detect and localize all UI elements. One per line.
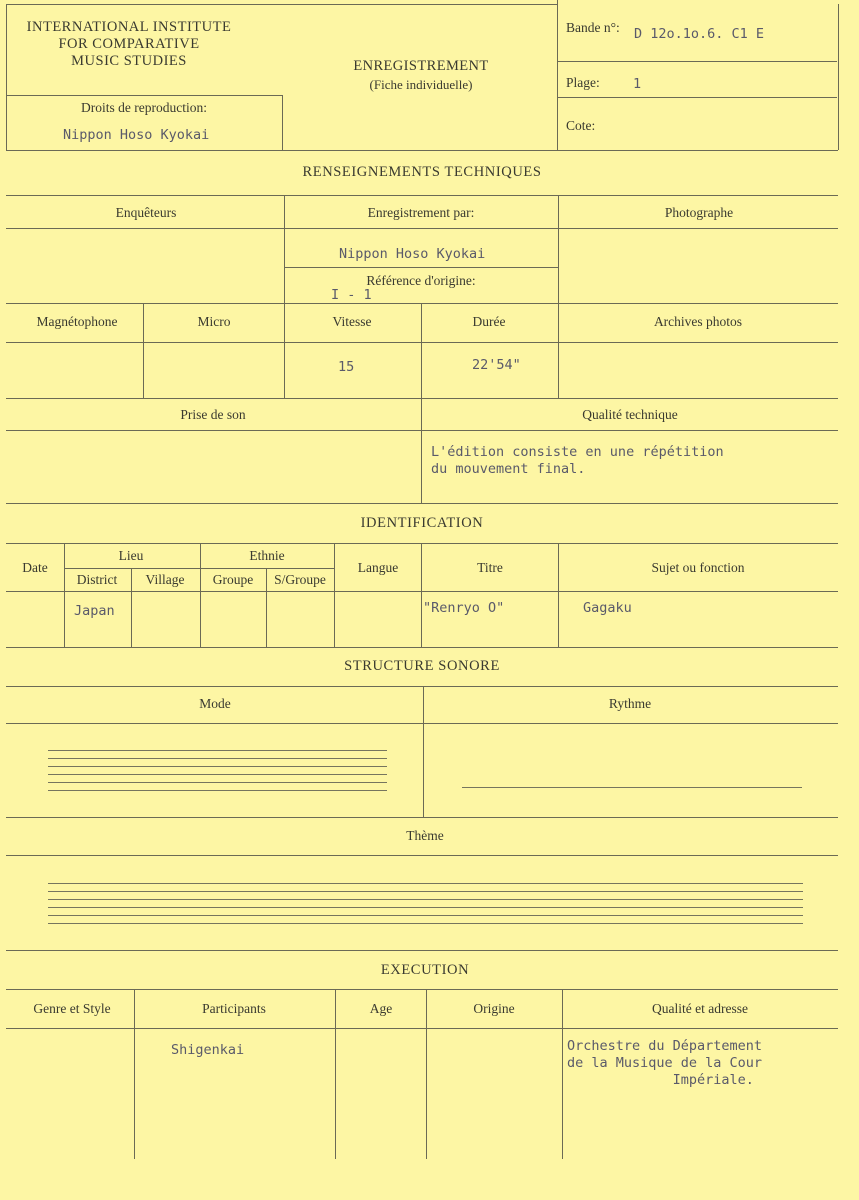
border-top [6,4,557,5]
plage-label: Plage: [566,75,600,90]
theme-staff-line [48,899,803,900]
sep-195 [6,195,838,196]
droits-right-line [282,95,283,150]
sep-342 [6,342,838,343]
date-label: Date [22,560,48,575]
sep-686 [6,686,838,687]
col-qualite [562,989,563,1159]
cote-label: Cote: [566,118,596,133]
col-archives [558,303,559,398]
duree-label: Durée [472,314,506,329]
lieu-ethnie-sub-line [64,568,334,569]
reference-line [284,267,558,268]
duree-value: 22'54" [472,357,521,373]
sep-543 [6,543,838,544]
col-district [64,543,65,647]
section-identification-title: IDENTIFICATION [360,515,484,531]
enreg-left [284,195,285,303]
enreg-right [558,195,559,303]
sep-855 [6,855,838,856]
droits-label: Droits de reproduction: [81,100,207,115]
sgroupe-label: S/Groupe [274,572,326,587]
sep-1028 [6,1028,838,1029]
age-label: Age [369,1001,393,1016]
mode-staff-line [48,790,387,791]
rythme-line [462,787,802,788]
section-structure-title: STRUCTURE SONORE [344,658,500,674]
reference-label: Référence d'origine: [366,273,476,288]
rythme-label: Rythme [608,696,652,711]
sep-647 [6,647,838,648]
col-groupe [200,543,201,647]
reference-value: I - 1 [331,287,372,303]
sep-150 [6,150,838,151]
langue-label: Langue [357,560,399,575]
col-titre [421,543,422,647]
archives-label: Archives photos [653,314,743,329]
district-label: District [76,572,118,587]
section-techniques-title: RENSEIGNEMENTS TECHNIQUES [302,164,542,180]
district-value: Japan [74,603,115,619]
theme-staff-line [48,915,803,916]
sep-950 [6,950,838,951]
theme-staff-line [48,923,803,924]
micro-label: Micro [197,314,231,329]
mode-staff-line [48,774,387,775]
institute-line: MUSIC STUDIES [71,53,187,69]
sep-228 [6,228,838,229]
theme-label: Thème [406,828,444,843]
qualite-adresse-value: Orchestre du Département de la Musique de la Cour Impériale. [567,1038,763,1088]
sep-303 [6,303,838,304]
enregistrement-value: Nippon Hoso Kyokai [339,246,486,262]
vitesse-label: Vitesse [332,314,372,329]
enregistrement-label: Enregistrement par: [367,205,475,220]
plage-value: 1 [633,76,642,92]
sep-398 [6,398,838,399]
sep-591 [6,591,838,592]
qualite-technique-value: L'édition consiste en une répétition du mouvement final. [431,444,724,477]
magnetophone-label: Magnétophone [36,314,118,329]
col-age [335,989,336,1159]
prise-label: Prise de son [180,407,246,422]
col-sgroupe [266,568,267,647]
col-langue [334,543,335,647]
sep-989 [6,989,838,990]
form-title: ENREGISTREMENT [353,58,489,74]
bande-bottom-line [557,61,837,62]
genre-label: Genre et Style [33,1001,111,1016]
groupe-label: Groupe [212,572,254,587]
mode-label: Mode [199,696,231,711]
col-duree [421,303,422,503]
origine-label: Origine [473,1001,515,1016]
sep-430 [6,430,838,431]
theme-staff-line [48,891,803,892]
col-origine [426,989,427,1159]
bande-label: Bande n°: [566,20,620,35]
border-right-top [838,4,839,150]
mode-staff-line [48,758,387,759]
col-rythme [423,686,424,817]
droits-top-line [6,95,282,96]
mode-staff-line [48,750,387,751]
col-participants [134,989,135,1159]
photographe-label: Photographe [664,205,734,220]
sujet-value: Gagaku [583,600,632,616]
qualite-technique-label: Qualité technique [582,407,678,422]
sep-723 [6,723,838,724]
ethnie-label: Ethnie [249,548,285,563]
mode-staff-line [48,766,387,767]
enqueteurs-label: Enquêteurs [115,205,177,220]
vitesse-value: 15 [338,359,355,375]
header-divider [557,0,558,150]
col-sujet [558,543,559,647]
col-micro [143,303,144,398]
theme-staff-line [48,883,803,884]
form-subtitle: (Fiche individuelle) [369,77,473,92]
col-vitesse [284,303,285,398]
institute-name [6,19,252,70]
sep-503 [6,503,838,504]
qualite-adresse-label: Qualité et adresse [652,1001,748,1016]
droits-value: Nippon Hoso Kyokai [63,127,210,143]
institute-line: INTERNATIONAL INSTITUTE [26,19,232,35]
bande-value: D 12o.1o.6. C1 E [634,26,765,42]
titre-value: "Renryo O" [423,600,505,616]
titre-label: Titre [477,560,503,575]
participants-value: Shigenkai [171,1042,245,1058]
plage-bottom-line [557,97,837,98]
lieu-label: Lieu [118,548,144,563]
sujet-label: Sujet ou fonction [651,560,745,575]
village-label: Village [145,572,185,587]
col-village [131,568,132,647]
mode-staff-line [48,782,387,783]
institute-line: FOR COMPARATIVE [58,36,200,52]
participants-label: Participants [202,1001,266,1016]
theme-staff-line [48,907,803,908]
section-execution-title: EXECUTION [380,962,470,978]
sep-817 [6,817,838,818]
